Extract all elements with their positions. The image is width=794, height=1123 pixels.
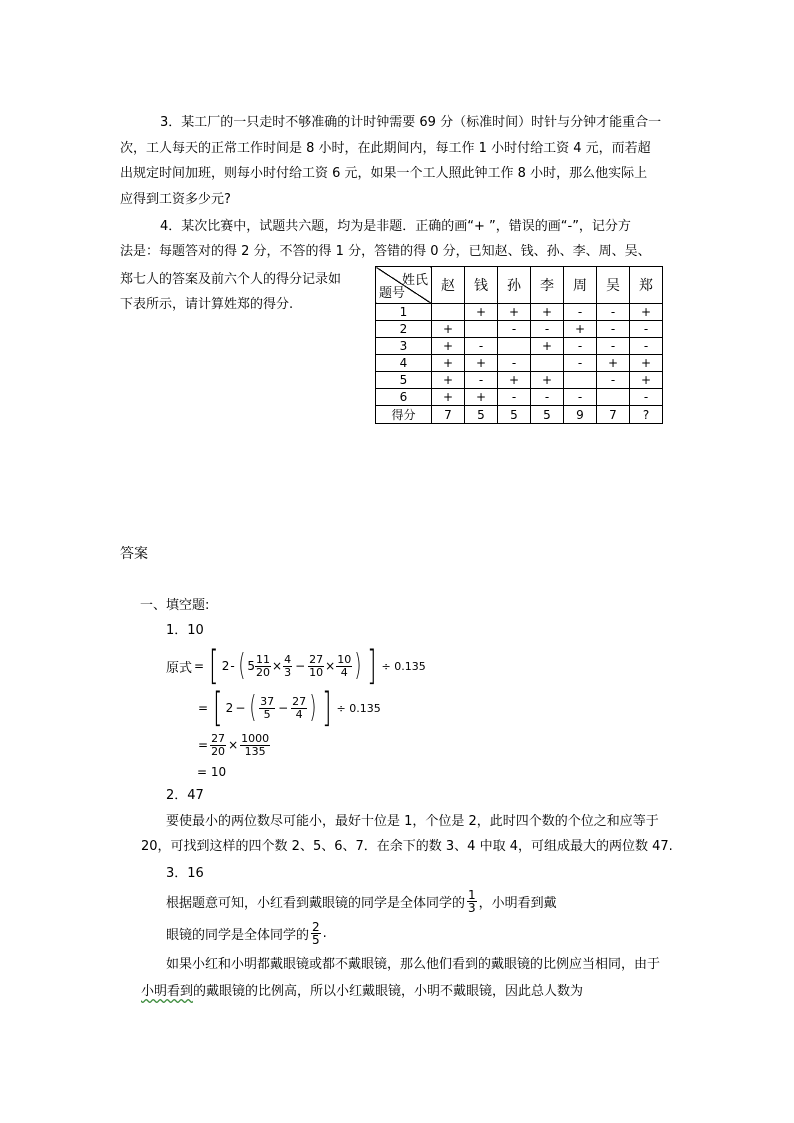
table-cell [465, 321, 498, 338]
table-cell: + [498, 372, 531, 389]
table-cell: + [531, 338, 564, 355]
table-cell: + [465, 304, 498, 321]
name-cell: 吴 [597, 267, 630, 304]
numerator: 1 [468, 887, 476, 902]
left-paren: ( [238, 648, 246, 683]
table-cell: - [630, 389, 663, 406]
denominator: 20 [256, 665, 271, 679]
table-cell: + [465, 389, 498, 406]
times-sign: × [228, 738, 239, 752]
row-label: 2 [376, 321, 432, 338]
score-cell: 9 [564, 406, 597, 424]
table-cell [432, 304, 465, 321]
table-cell: + [498, 304, 531, 321]
table-cell: - [597, 372, 630, 389]
table-cell: - [498, 321, 531, 338]
table-cell: - [564, 355, 597, 372]
score-table [375, 266, 663, 424]
section-fill-in: 一、填空题: [140, 598, 210, 613]
answer-3-line-4-underlined: 小明看到 [141, 984, 194, 999]
table-cell: + [432, 338, 465, 355]
name-cell: 周 [564, 267, 597, 304]
score-cell: 5 [498, 406, 531, 424]
name-cell: 钱 [465, 267, 498, 304]
denominator: 4 [340, 665, 348, 679]
score-row-label: 得分 [376, 406, 432, 424]
answer-3-line-2 [166, 918, 327, 948]
name-cell: 郑 [630, 267, 663, 304]
table-cell: + [432, 355, 465, 372]
denominator: 3 [284, 665, 292, 679]
answer-3-line-1-pre: 根据题意可知，小红看到戴眼镜的同学是全体同学的 [166, 895, 466, 911]
times-sign: × [272, 659, 283, 673]
answers-heading: 答案 [120, 546, 148, 562]
eq-sign: = [198, 701, 209, 715]
score-row [376, 406, 663, 424]
table-cell: + [432, 372, 465, 389]
eq-two: 2 [225, 701, 234, 715]
eq-sign: = [198, 738, 209, 752]
table-row [376, 389, 663, 406]
table-cell: + [432, 389, 465, 406]
table-row [376, 372, 663, 389]
fraction [467, 889, 477, 914]
denominator: 135 [244, 744, 266, 758]
table-cell: - [531, 389, 564, 406]
table-cell [564, 372, 597, 389]
answer-3-line-4-rest: 的戴眼镜的比例高，所以小红戴眼镜，小明不戴眼镜，因此总人数为 [193, 984, 584, 999]
table-cell: - [597, 304, 630, 321]
answer-1-title: 1．10 [166, 623, 204, 638]
table-cell: + [465, 355, 498, 372]
fraction [291, 696, 307, 721]
score-cell: ? [630, 406, 663, 424]
denominator: 5 [312, 932, 320, 947]
table-row [376, 355, 663, 372]
table-cell: - [564, 304, 597, 321]
denominator: 5 [263, 707, 271, 721]
table-cell: + [630, 372, 663, 389]
row-label: 1 [376, 304, 432, 321]
denominator: 20 [211, 744, 226, 758]
table-row [376, 304, 663, 321]
left-bracket: [ [213, 685, 223, 731]
numerator: 27 [309, 652, 324, 666]
p3-line-4: 应得到工资多少元? [120, 192, 231, 207]
table-row [376, 338, 663, 355]
table-cell: - [630, 321, 663, 338]
numerator: 27 [292, 694, 307, 708]
fraction [308, 654, 324, 679]
table-cell: + [531, 372, 564, 389]
row-label: 4 [376, 355, 432, 372]
answer-3-line-2-post: . [322, 925, 327, 941]
p3-line-3: 出规定时间加班，则每小时付给工资 6 元，如果一个工人照此钟工作 8 小时，那么他实际上 [120, 166, 648, 181]
score-cell: 7 [432, 406, 465, 424]
divide-term: ÷ 0.135 [336, 701, 381, 715]
table-cell: + [630, 304, 663, 321]
table-cell [531, 355, 564, 372]
eq-sign: = [194, 659, 205, 673]
table-cell: - [465, 372, 498, 389]
row-label: 5 [376, 372, 432, 389]
fraction [311, 921, 321, 946]
right-bracket: ] [321, 685, 332, 731]
answer-1-equation-4: = 10 [197, 765, 227, 779]
table-cell: + [597, 355, 630, 372]
eq-two: 2 [221, 659, 230, 673]
table-cell [597, 389, 630, 406]
table-cell: - [630, 338, 663, 355]
table-cell: - [498, 355, 531, 372]
minus-sign: − [278, 701, 289, 715]
table-cell: - [564, 338, 597, 355]
table-cell: - [597, 338, 630, 355]
mixed-whole: 5 [247, 659, 256, 673]
numerator: 10 [337, 652, 352, 666]
table-cell: - [498, 389, 531, 406]
answer-3-line-3: 如果小红和小明都戴眼镜或都不戴眼镜，那么他们看到的戴眼镜的比例应当相同，由于 [166, 957, 661, 972]
fraction [283, 654, 292, 679]
right-paren: ) [354, 648, 362, 683]
answer-3-title: 3．16 [166, 866, 204, 881]
p4-line-3: 郑七人的答案及前六个人的得分记录如 [120, 272, 342, 287]
denominator: 4 [295, 707, 303, 721]
numerator: 37 [260, 694, 275, 708]
left-bracket: [ [209, 643, 219, 689]
answer-1-equation-3 [196, 728, 270, 762]
divide-term: ÷ 0.135 [381, 659, 426, 673]
fraction [240, 733, 270, 758]
score-cell: 5 [465, 406, 498, 424]
numerator: 1000 [241, 731, 270, 745]
answer-3-line-1 [166, 886, 557, 916]
table-corner-cell [376, 267, 432, 304]
table-cell: - [465, 338, 498, 355]
answer-1-equation-1 [166, 645, 426, 687]
eq-minus: − [235, 701, 246, 715]
row-label: 3 [376, 338, 432, 355]
denominator: 10 [309, 665, 324, 679]
answer-3-line-2-pre: 眼镜的同学是全体同学的 [166, 927, 310, 943]
minus-sign: − [295, 659, 306, 673]
p4-line-1: 4．某次比赛中，试题共六题，均为是非题．正确的画“+ ”，错误的画“-”，记分方 [160, 219, 631, 234]
numerator: 11 [256, 652, 271, 666]
numerator: 27 [211, 731, 226, 745]
p3-line-1: 3．某工厂的一只走时不够准确的计时钟需要 69 分（标准时间）时针与分钟才能重合一 [160, 115, 662, 130]
header-question-label: 题号 [379, 286, 406, 301]
header-name-label: 姓氏 [401, 273, 428, 288]
fraction [336, 654, 352, 679]
fraction [259, 696, 275, 721]
answer-3-line-1-post: ，小明看到戴 [478, 895, 557, 911]
answer-2-line-1: 要使最小的两位数尽可能小，最好十位是 1，个位是 2，此时四个数的个位之和应等于 [166, 814, 659, 829]
name-cell: 赵 [432, 267, 465, 304]
table-cell: + [564, 321, 597, 338]
left-paren: ( [249, 690, 257, 725]
answer-2-line-2: 20，可找到这样的四个数 2、5、6、7．在余下的数 3、4 中取 4，可组成最大的两位数 47. [141, 839, 673, 854]
table-cell: + [630, 355, 663, 372]
denominator: 3 [468, 900, 476, 915]
name-cell: 李 [531, 267, 564, 304]
table-cell: - [531, 321, 564, 338]
row-label: 6 [376, 389, 432, 406]
p4-line-4: 下表所示，请计算姓郑的得分. [120, 297, 294, 312]
table-row [376, 321, 663, 338]
score-cell: 5 [531, 406, 564, 424]
p3-line-2: 次，工人每天的正常工作时间是 8 小时，在此期间内，每工作 1 小时付给工资 4 元，而若超 [120, 141, 651, 156]
eq-lhs: 原式 [166, 660, 193, 676]
table-cell: + [531, 304, 564, 321]
right-paren: ) [309, 690, 317, 725]
fraction [210, 733, 226, 758]
answer-2-title: 2．47 [166, 788, 204, 803]
answer-3-line-4 [141, 984, 583, 1000]
answer-1-equation-2 [196, 685, 381, 731]
score-cell: 7 [597, 406, 630, 424]
eq-minus: - [230, 659, 235, 673]
times-sign: × [325, 659, 336, 673]
right-bracket: ] [367, 643, 377, 689]
fraction [255, 654, 271, 679]
table-cell: - [597, 321, 630, 338]
name-cell: 孙 [498, 267, 531, 304]
numerator: 2 [312, 919, 320, 934]
table-cell: - [564, 389, 597, 406]
table-cell [498, 338, 531, 355]
table-header-row [376, 267, 663, 304]
p4-line-2: 法是：每题答对的得 2 分，不答的得 1 分，答错的得 0 分，已知赵、钱、孙、李、周、吴、 [120, 244, 651, 259]
numerator: 4 [284, 652, 292, 666]
table-cell: + [432, 321, 465, 338]
